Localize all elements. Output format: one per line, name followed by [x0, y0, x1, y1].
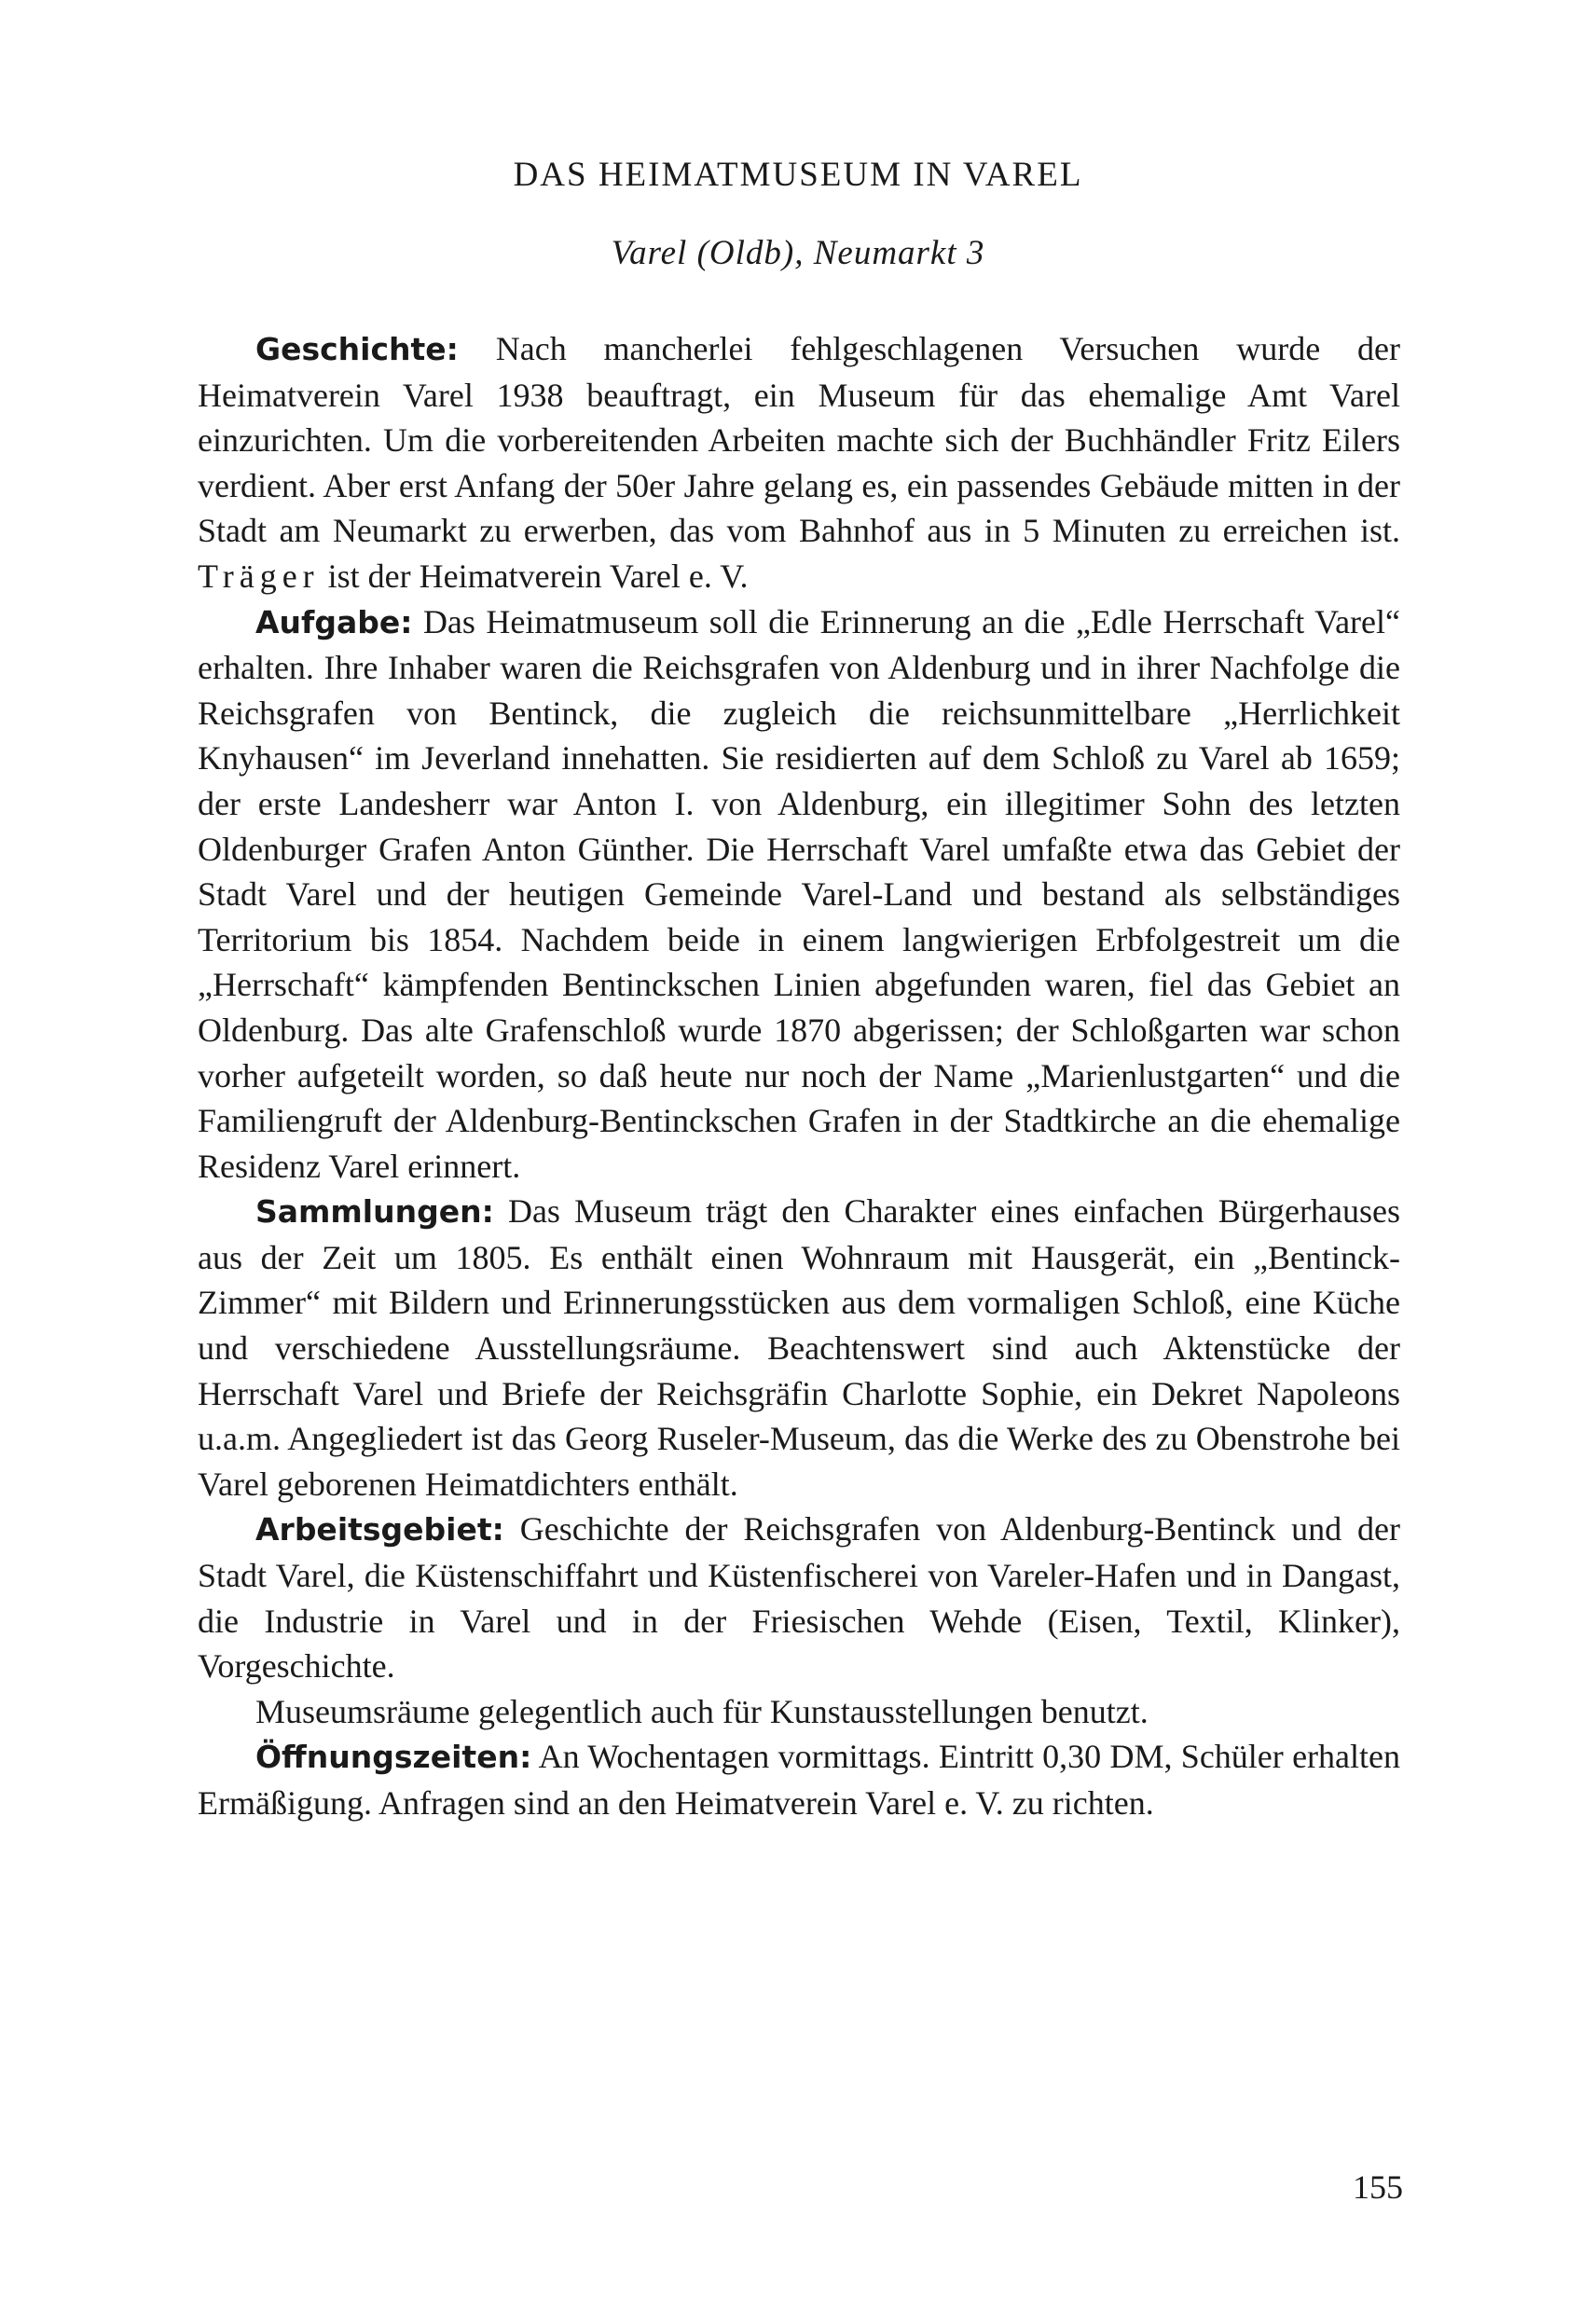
text-sammlungen: Das Museum trägt den Charakter eines einfachen Bürgerhauses aus der Zeit um 1805. Es enthält einen Wohnraum mit Hausgerät, ein „Bentinck-Zimmer“ mit Bildern und Erinnerungsstücken aus dem vormaligen Schloß, eine Küche und verschiedene Ausstellungsräume. Beachtenswert sind auch Aktenstücke der Herrschaft Varel und Briefe der Reichsgräfin Charlotte Sophie, ein Dekret Napoleons u.a.m. Angegliedert ist das Georg Ruseler-Museum, das die Werke des zu Obenstrohe bei Varel geborenen Heimatdichters enthält.: [198, 1192, 1400, 1503]
paragraph-aufgabe: [198, 599, 1400, 1190]
text-arbeitsgebiet: Geschichte der Reichsgrafen von Aldenburg-Bentinck und der Stadt Varel, die Küstenschiffahrt und Küstenfischerei von Vareler-Hafen und in Dangast, die Industrie in Varel und in der Friesischen Wehde (Eisen, Textil, Klinker), Vorgeschichte.: [198, 1510, 1400, 1686]
text-aufgabe: Das Heimatmuseum soll die Erinnerung an die „Edle Herrschaft Varel“ erhalten. Ihre Inhaber waren die Reichsgrafen von Aldenburg und in ihrer Nachfolge die Reichsgrafen von Bentinck, die zugleich die reichsunmittelbare „Herrlichkeit Knyhausen“ im Jeverland innehatten. Sie residierten auf dem Schloß zu Varel ab 1659; der erste Landesherr war Anton I. von Aldenburg, ein illegitimer Sohn des letzten Oldenburger Grafen Anton Günther. Die Herrschaft Varel umfaßte etwa das Gebiet der Stadt Varel und der heutigen Gemeinde Varel-Land und bestand als selbständiges Territorium bis 1854. Nachdem beide in einem langwierigen Erbfolgestreit um die „Herrschaft“ kämpfenden Bentinckschen Linien abgefunden waren, fiel das Gebiet an Oldenburg. Das alte Grafenschloß wurde 1870 abgerissen; der Schloßgarten war schon vorher aufgeteilt worden, so daß heute nur noch der Name „Marienlustgarten“ und die Familiengruft der Aldenburg-Bentinckschen Grafen in der Stadtkirche an die ehemalige Residenz Varel erinnert.: [198, 602, 1400, 1185]
label-oeffnungszeiten: Öffnungszeiten:: [255, 1739, 532, 1776]
text-oeffnungszeiten: An Wochentagen vormittags. Eintritt 0,30 DM, Schüler erhalten Ermäßigung. Anfragen sind an den Heimatverein Varel e. V. zu richten.: [198, 1738, 1400, 1822]
text-museumsraeume: Museumsräume gelegentlich auch für Kunstausstellungen benutzt.: [255, 1692, 1149, 1730]
document-body: [198, 326, 1400, 1826]
label-geschichte: Geschichte:: [255, 331, 459, 367]
paragraph-museumsraeume: [198, 1689, 1400, 1735]
paragraph-arbeitsgebiet: [198, 1507, 1400, 1688]
label-arbeitsgebiet: Arbeitsgebiet:: [255, 1511, 504, 1548]
page-title: DAS HEIMATMUSEUM IN VAREL: [513, 156, 1083, 194]
text-geschichte-b: ist der Heimatverein Varel e. V.: [319, 557, 749, 595]
paragraph-geschichte: [198, 326, 1400, 599]
paragraph-oeffnungszeiten: [198, 1734, 1400, 1825]
text-geschichte-a: Nach mancherlei fehlgeschlagenen Versuchen wurde der Heimatverein Varel 1938 beauftragt, ein Museum für das ehemalige Amt Varel einzurichten. Um die vorbereitenden Arbeiten machte sich der Buchhändler Fritz Eilers verdient. Aber erst Anfang der 50er Jahre gelang es, ein passendes Gebäude mitten in der Stadt am Neumarkt zu erwerben, das vom Bahnhof aus in 5 Minuten zu erreichen ist.: [198, 330, 1400, 550]
label-aufgabe: Aufgabe:: [255, 603, 413, 640]
page-subtitle: Varel (Oldb), Neumarkt 3: [611, 234, 985, 272]
paragraph-sammlungen: [198, 1189, 1400, 1507]
label-sammlungen: Sammlungen:: [255, 1193, 494, 1231]
text-geschichte-spaced: Träger: [198, 557, 320, 595]
page-number: 155: [1353, 2168, 1403, 2206]
